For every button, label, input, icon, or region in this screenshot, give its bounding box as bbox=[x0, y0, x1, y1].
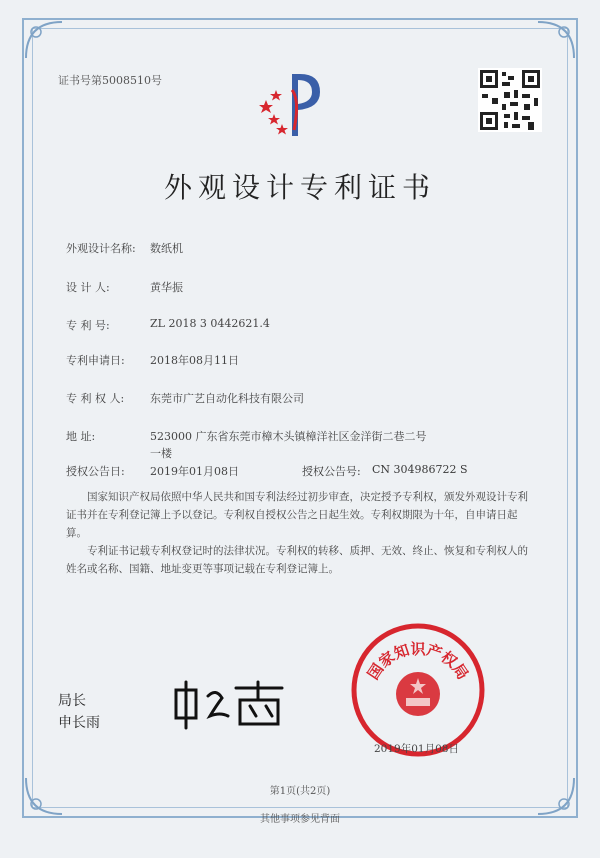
field-value-address-line2: 一楼 bbox=[150, 447, 172, 460]
field-value-grant-number: CN 304986722 S bbox=[372, 463, 468, 476]
corner-ornament-top-left bbox=[24, 20, 64, 60]
field-value-patent-number: ZL 2018 3 0442621.4 bbox=[150, 317, 270, 330]
qr-code bbox=[478, 68, 542, 132]
field-value-address: 523000 广东省东莞市樟木头镇樟洋社区金洋街二巷二号 bbox=[150, 430, 427, 443]
field-label-patentee: 专 利 权 人: bbox=[66, 392, 125, 405]
field-label-grant-number: 授权公告号: bbox=[302, 465, 361, 478]
field-value-design-name: 数纸机 bbox=[150, 242, 183, 255]
certificate-paragraph-1: 国家知识产权局依照中华人民共和国专利法经过初步审查，决定授予专利权，颁发外观设计专利证书并在专利登记簿上予以登记。专利权自授权公告之日起生效。专利权期限为十年，自申请日起算。 bbox=[66, 491, 528, 539]
footer-note: 其他事项参见背面 bbox=[260, 814, 340, 825]
certificate-title: 外观设计专利证书 bbox=[163, 171, 436, 204]
page-indicator: 第1页(共2页) bbox=[269, 786, 331, 797]
director-title: 局长 bbox=[58, 693, 86, 709]
director-signature bbox=[170, 676, 290, 732]
field-value-designer: 黄华振 bbox=[150, 281, 183, 294]
field-value-grant-date: 2019年01月08日 bbox=[150, 465, 239, 478]
seal-text: 国家知识产权局 bbox=[363, 640, 473, 683]
inner-border bbox=[32, 28, 568, 808]
field-label-address: 地 址: bbox=[66, 430, 96, 443]
field-label-application-date: 专利申请日: bbox=[66, 354, 125, 367]
director-name: 申长雨 bbox=[58, 715, 100, 731]
seal-date: 2019年01月08日 bbox=[374, 743, 459, 755]
corner-ornament-top-right bbox=[536, 20, 576, 60]
patent-office-logo bbox=[256, 70, 326, 142]
field-value-application-date: 2018年08月11日 bbox=[150, 354, 239, 367]
field-label-designer: 设 计 人: bbox=[66, 281, 110, 294]
official-seal bbox=[350, 622, 486, 758]
certificate-number: 证书号第5008510号 bbox=[58, 74, 162, 87]
certificate-paragraph-2: 专利证书记载专利权登记时的法律状况。专利权的转移、质押、无效、终止、恢复和专利权人的姓名或名称、国籍、地址变更等事项记载在专利登记簿上。 bbox=[66, 545, 528, 575]
field-value-patentee: 东莞市广艺自动化科技有限公司 bbox=[150, 392, 304, 405]
field-label-grant-date: 授权公告日: bbox=[66, 465, 125, 478]
field-label-design-name: 外观设计名称: bbox=[66, 242, 136, 255]
field-label-patent-number: 专 利 号: bbox=[66, 319, 110, 332]
